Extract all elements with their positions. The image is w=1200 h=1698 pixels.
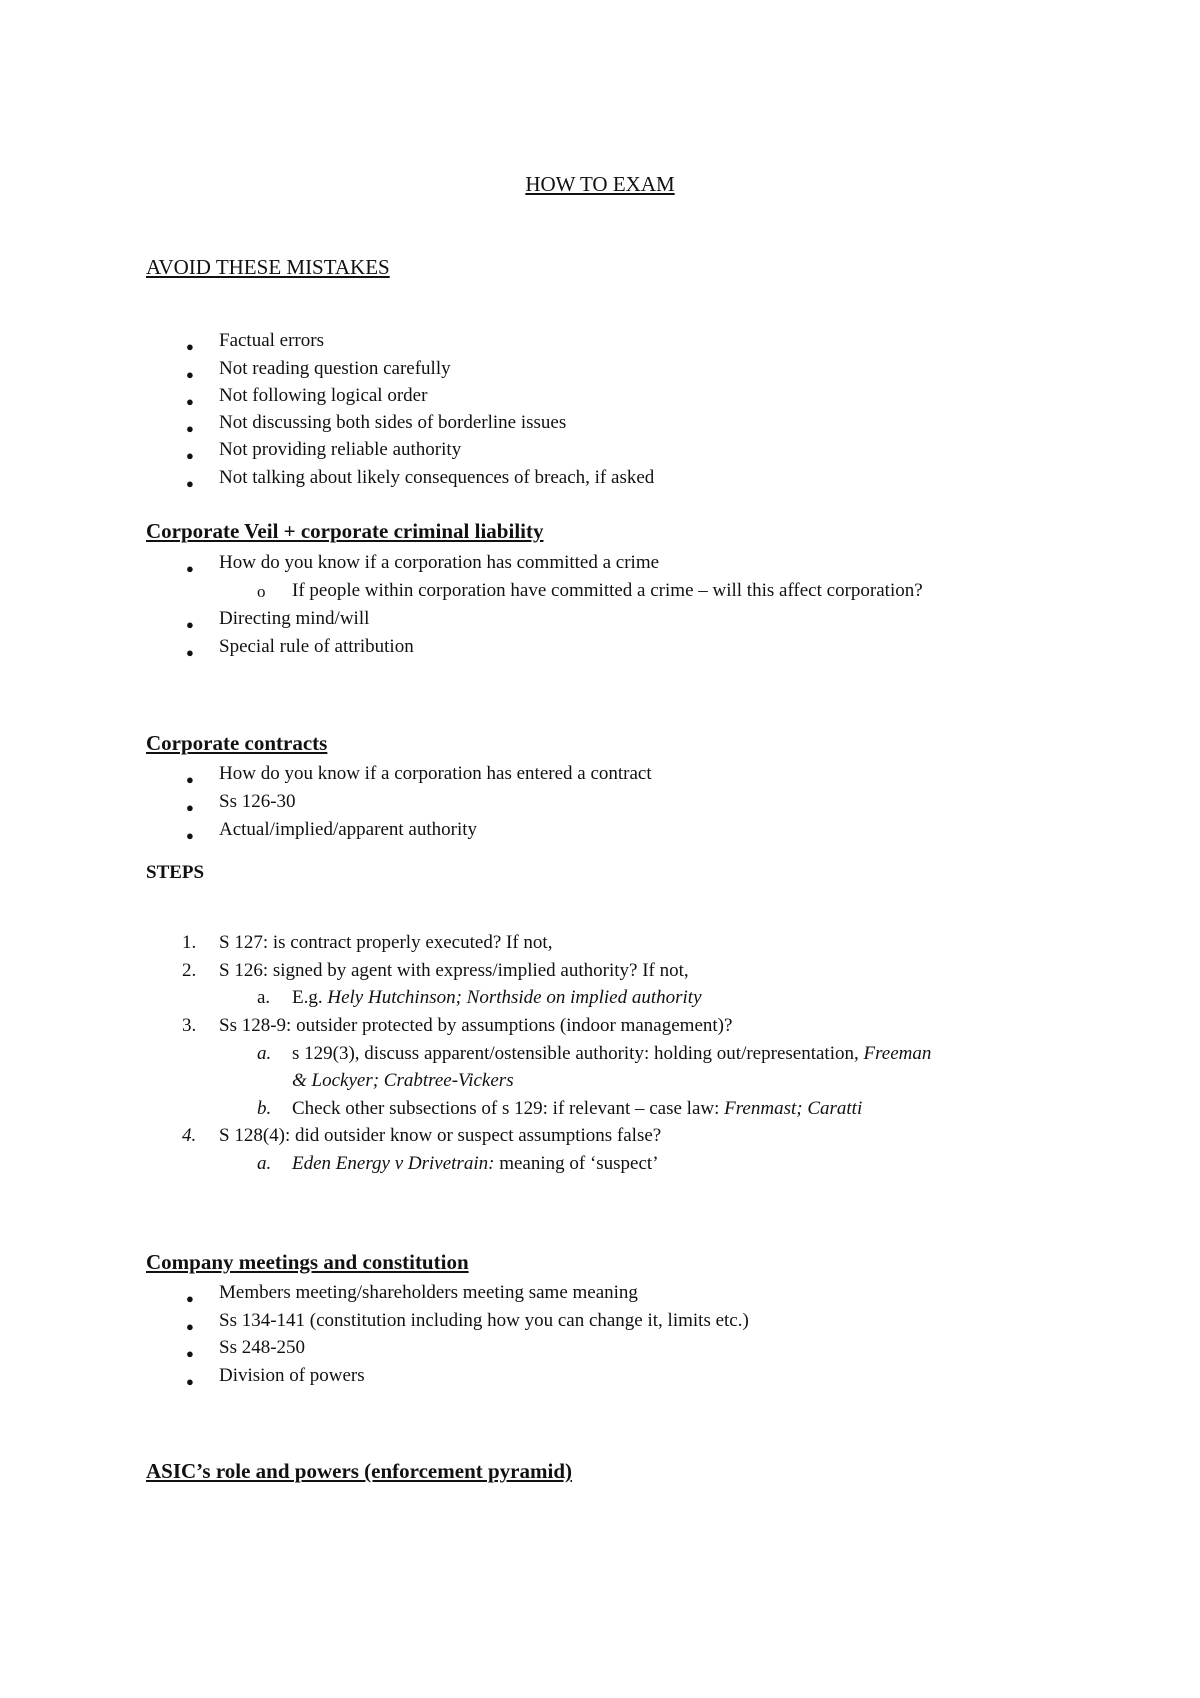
list-item: Division of powers [219,1365,365,1386]
bullet-icon: ● [186,1374,194,1389]
meetings-heading: Company meetings and constitution [146,1250,469,1274]
bullet-icon: ● [186,421,194,436]
page-title: HOW TO EXAM [525,172,675,196]
sub-step-marker: a. [257,987,271,1008]
list-item: Ss 134-141 (constitution including how you can change it, limits etc.) [219,1310,749,1331]
bullet-icon: ● [186,367,194,382]
sub-step-text [292,1153,659,1175]
list-item: How do you know if a corporation has committed a crime [219,552,660,573]
step-text: S 126: signed by agent with express/implied authority? If not, [219,960,689,981]
steps-heading: STEPS [146,862,205,883]
step-number: 2. [182,960,197,981]
list-item: Actual/implied/apparent authority [219,819,478,840]
sub-step-marker: a. [257,1153,272,1174]
mistakes-heading: AVOID THESE MISTAKES [146,255,390,279]
bullet-icon: ● [186,1319,194,1334]
step-number: 1. [182,932,197,953]
case-citation: Eden Energy v Drivetrain: [292,1153,495,1174]
sub-step-text-plain: E.g. [292,987,328,1008]
step-number: 3. [182,1015,197,1036]
list-item: Not following logical order [219,385,428,406]
sub-step-text-plain: Check other subsections of s 129: if relevant – case law: [292,1098,725,1119]
sub-list-item: If people within corporation have committed a crime – will this affect corporation? [292,580,923,601]
step-text: S 128(4): did outsider know or suspect assumptions false? [219,1125,662,1146]
bullet-icon: ● [186,800,194,815]
sub-bullet-icon: o [257,582,266,601]
list-item: How do you know if a corporation has entered a contract [219,763,652,784]
bullet-icon: ● [186,772,194,787]
sub-step-text [292,987,702,1009]
case-citation: Freeman [863,1043,932,1064]
sub-step-text-plain: s 129(3), discuss apparent/ostensible authority: holding out/representation, [292,1043,864,1064]
sub-step-text [292,1098,862,1120]
bullet-icon: ● [186,1346,194,1361]
bullet-icon: ● [186,394,194,409]
list-item: Not discussing both sides of borderline issues [219,412,567,433]
sub-step-text-plain: meaning of ‘suspect’ [494,1153,659,1174]
case-citation: & Lockyer; Crabtree-Vickers [292,1070,514,1091]
list-item: Not talking about likely consequences of breach, if asked [219,467,655,488]
step-text: Ss 128-9: outsider protected by assumptions (indoor management)? [219,1015,733,1036]
contracts-heading: Corporate contracts [146,731,328,755]
asic-heading: ASIC’s role and powers (enforcement pyramid) [146,1459,572,1483]
list-item: Members meeting/shareholders meeting same meaning [219,1282,638,1303]
list-item: Ss 248-250 [219,1337,306,1358]
bullet-icon: ● [186,645,194,660]
list-item: Special rule of attribution [219,636,414,657]
veil-heading: Corporate Veil + corporate criminal liability [146,519,544,543]
step-text: S 127: is contract properly executed? If not, [219,932,553,953]
step-number: 4. [182,1125,197,1146]
bullet-icon: ● [186,339,194,354]
bullet-icon: ● [186,476,194,491]
case-citation: Hely Hutchinson; Northside on implied authority [327,987,702,1008]
sub-step-marker: b. [257,1098,272,1119]
list-item: Not reading question carefully [219,358,451,379]
bullet-icon: ● [186,1291,194,1306]
list-item: Factual errors [219,330,324,351]
case-citation: Frenmast; Caratti [724,1098,863,1119]
sub-step-marker: a. [257,1043,272,1064]
list-item: Ss 126-30 [219,791,296,812]
sub-step-text [292,1043,931,1065]
bullet-icon: ● [186,561,194,576]
bullet-icon: ● [186,828,194,843]
list-item: Not providing reliable authority [219,439,462,460]
bullet-icon: ● [186,448,194,463]
list-item: Directing mind/will [219,608,370,629]
bullet-icon: ● [186,617,194,632]
